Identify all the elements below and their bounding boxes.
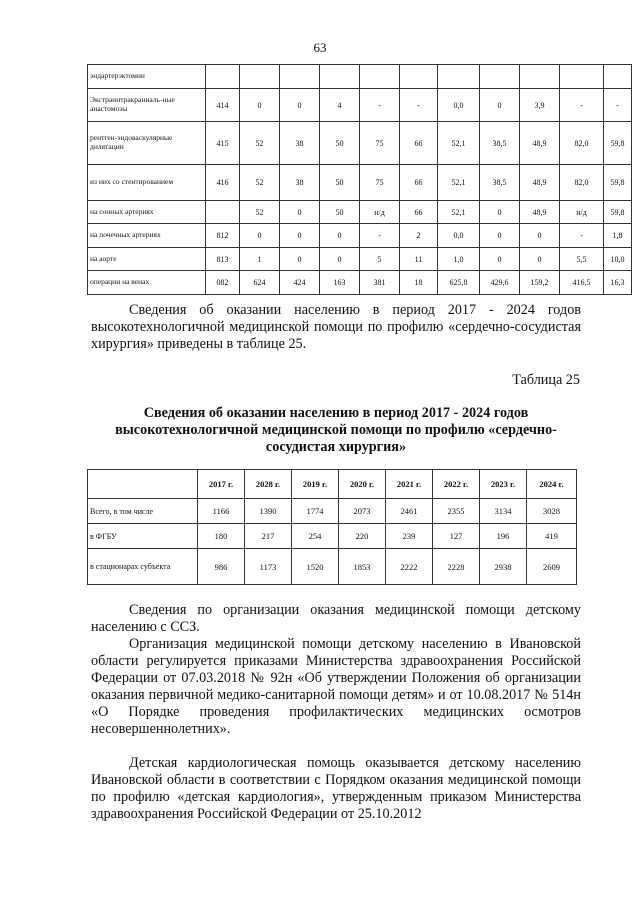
table-title: Сведения об оказании населению в период 2017 - 2024 годов высокотехнологичной медицинской помощи по профилю «сердечно-сосудистая хирургия» (115, 405, 557, 455)
table-row: операции на венах 082 624 424 163 381 18 625,8 429,6 159,2 416,5 16,3 (88, 271, 632, 295)
table-row: на аорте 813 1 0 0 5 11 1,0 0 0 5,5 10,0 (88, 248, 632, 271)
table-row: эндартерэктомии (88, 65, 632, 89)
page-number: 63 (313, 40, 327, 55)
table-row: из них со стентированием 416 52 38 50 75 66 52,1 38,5 48,9 82,0 59,8 (88, 165, 632, 201)
paragraph-intro: Сведения об оказании населению в период 2017 - 2024 годов высокотехнологичной медицинской помощи по профилю «сердечно-сосудистая хирургия» приведены в таблице 25. (91, 302, 581, 352)
paragraph-cardiology: Детская кардиологическая помощь оказывается детскому населению Ивановской области в соответствии с Порядком оказания медицинской помощи по профилю «детская кардиология», утвержденным приказом Министерства здравоохранения Российской Федерации от 25.10.2012 (91, 755, 581, 822)
paragraph-pediatric-heading: Сведения по организации оказания медицинской помощи детскому населению с ССЗ. (91, 602, 581, 635)
table-row: Экстраинтракраниаль-ные анастомозы 414 0 0 4 - - 0,0 0 3,9 - - (88, 89, 632, 122)
table-row: рентген-эндоваскулярные дилятации 415 52 38 50 75 66 52,1 38,5 48,9 82,0 59,8 (88, 122, 632, 165)
paragraph-organization: Организация медицинской помощи детскому населению в Ивановской области регулируется приказами Министерства здравоохранения Российской Федерации от 07.03.2018 № 92н «Об утверждении Положения об организации оказания первичной медико-санитарной помощи детям» и от 10.08.2017 № 514н «О Порядке проведения профилактических медицинских осмотров несовершеннолетних». (91, 636, 581, 737)
surgery-stats-table (87, 64, 632, 295)
table-header-row: 2017 г. 2028 г. 2019 г. 2020 г. 2021 г. 2022 г. 2023 г. 2024 г. (88, 470, 577, 499)
table-row: на почечных артериях 812 0 0 0 - 2 0,0 0 0 - 1,8 (88, 224, 632, 248)
table-row: Всего, в том числе 1166 1390 1774 2073 2461 2355 3134 3028 (88, 499, 577, 524)
table-row: на сонных артериях 52 0 50 н/д 66 52,1 0 48,9 н/д 59,8 (88, 201, 632, 224)
table-caption: Таблица 25 (512, 372, 580, 388)
table-row: в стационарах субъекта 986 1173 1520 1853 2222 2228 2938 2609 (88, 549, 577, 585)
hitech-care-table (87, 469, 577, 585)
table-row: в ФГБУ 180 217 254 220 239 127 196 419 (88, 524, 577, 549)
